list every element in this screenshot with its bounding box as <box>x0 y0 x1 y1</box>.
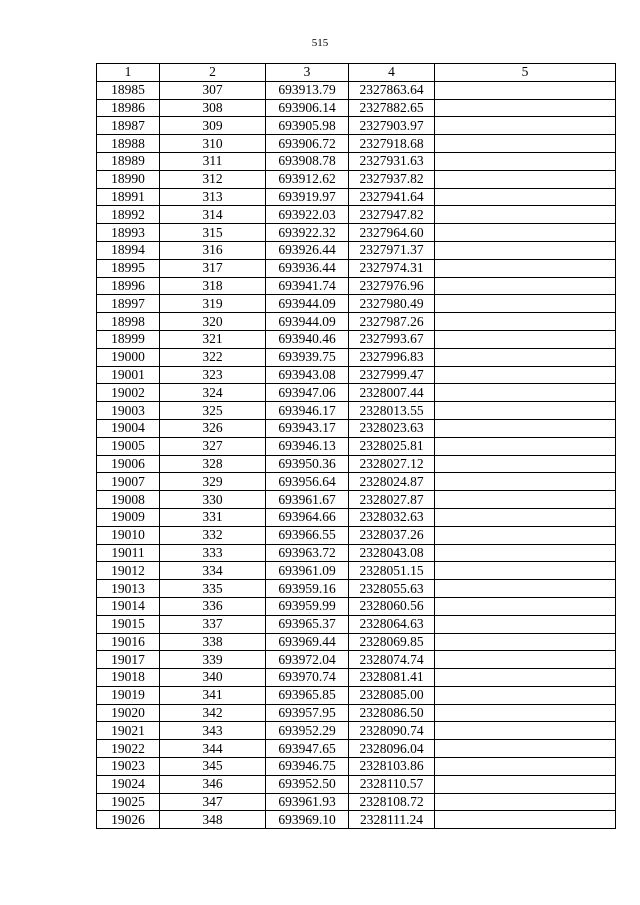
table-cell-col1: 19007 <box>97 473 160 491</box>
table-cell-col4: 2327903.97 <box>349 117 435 135</box>
table-row <box>97 188 616 206</box>
table-cell-col4: 2327941.64 <box>349 188 435 206</box>
table-cell-col3: 693961.09 <box>266 562 349 580</box>
table-cell-col3: 693970.74 <box>266 669 349 687</box>
table-row <box>97 473 616 491</box>
table-cell-col5 <box>435 669 616 687</box>
table-cell-col3: 693946.13 <box>266 437 349 455</box>
table-cell-col5 <box>435 651 616 669</box>
table-cell-col3: 693922.03 <box>266 206 349 224</box>
table-cell-col4: 2328037.26 <box>349 526 435 544</box>
table-row <box>97 775 616 793</box>
table-cell-col2: 317 <box>160 259 266 277</box>
table-cell-col4: 2327971.37 <box>349 241 435 259</box>
table-cell-col2: 310 <box>160 135 266 153</box>
table-cell-col4: 2328013.55 <box>349 402 435 420</box>
table-cell-col4: 2328064.63 <box>349 615 435 633</box>
table-row <box>97 402 616 420</box>
table-cell-col5 <box>435 775 616 793</box>
table-cell-col1: 19004 <box>97 419 160 437</box>
table-cell-col1: 18987 <box>97 117 160 135</box>
table-cell-col4: 2328055.63 <box>349 580 435 598</box>
table-cell-col5 <box>435 117 616 135</box>
table-cell-col2: 318 <box>160 277 266 295</box>
table-cell-col5 <box>435 330 616 348</box>
table-cell-col1: 18996 <box>97 277 160 295</box>
table-cell-col4: 2328086.50 <box>349 704 435 722</box>
table-cell-col2: 340 <box>160 669 266 687</box>
table-cell-col3: 693961.67 <box>266 491 349 509</box>
table-cell-col4: 2327863.64 <box>349 81 435 99</box>
table-cell-col1: 18993 <box>97 224 160 242</box>
table-cell-col5 <box>435 259 616 277</box>
table-cell-col1: 18998 <box>97 313 160 331</box>
table-cell-col3: 693972.04 <box>266 651 349 669</box>
table-cell-col1: 19013 <box>97 580 160 598</box>
table-cell-col5 <box>435 366 616 384</box>
table-cell-col1: 19022 <box>97 740 160 758</box>
table-cell-col3: 693952.50 <box>266 775 349 793</box>
table-cell-col1: 19017 <box>97 651 160 669</box>
table-cell-col4: 2328027.12 <box>349 455 435 473</box>
table-cell-col3: 693926.44 <box>266 241 349 259</box>
table-cell-col2: 315 <box>160 224 266 242</box>
table-cell-col4: 2328007.44 <box>349 384 435 402</box>
table-cell-col5 <box>435 562 616 580</box>
table-cell-col3: 693919.97 <box>266 188 349 206</box>
table-cell-col3: 693965.85 <box>266 686 349 704</box>
table-cell-col5 <box>435 295 616 313</box>
table-cell-col2: 347 <box>160 793 266 811</box>
table-cell-col2: 308 <box>160 99 266 117</box>
table-cell-col5 <box>435 152 616 170</box>
table-cell-col4: 2327974.31 <box>349 259 435 277</box>
table-cell-col1: 18994 <box>97 241 160 259</box>
table-cell-col4: 2328085.00 <box>349 686 435 704</box>
table-cell-col4: 2328103.86 <box>349 758 435 776</box>
table-row <box>97 117 616 135</box>
table-cell-col1: 19003 <box>97 402 160 420</box>
table-cell-col3: 693946.17 <box>266 402 349 420</box>
table-cell-col3: 693922.32 <box>266 224 349 242</box>
table-cell-col5 <box>435 437 616 455</box>
table-cell-col1: 19005 <box>97 437 160 455</box>
table-row <box>97 259 616 277</box>
table-cell-col5 <box>435 206 616 224</box>
table-cell-col3: 693906.14 <box>266 99 349 117</box>
table-cell-col2: 338 <box>160 633 266 651</box>
table-cell-col2: 329 <box>160 473 266 491</box>
table-cell-col5 <box>435 758 616 776</box>
table-cell-col2: 325 <box>160 402 266 420</box>
table-cell-col1: 19018 <box>97 669 160 687</box>
table-cell-col4: 2327996.83 <box>349 348 435 366</box>
table-row <box>97 99 616 117</box>
table-cell-col5 <box>435 241 616 259</box>
table-row <box>97 758 616 776</box>
table-cell-col4: 2327999.47 <box>349 366 435 384</box>
table-cell-col4: 2328025.81 <box>349 437 435 455</box>
table-cell-col4: 2327947.82 <box>349 206 435 224</box>
table-cell-col3: 693944.09 <box>266 295 349 313</box>
table-cell-col2: 313 <box>160 188 266 206</box>
table-cell-col1: 18992 <box>97 206 160 224</box>
table-cell-col5 <box>435 508 616 526</box>
table-cell-col1: 19020 <box>97 704 160 722</box>
table-cell-col3: 693959.99 <box>266 597 349 615</box>
table-cell-col5 <box>435 544 616 562</box>
table-cell-col2: 335 <box>160 580 266 598</box>
table-row <box>97 224 616 242</box>
table-row <box>97 366 616 384</box>
table-cell-col3: 693908.78 <box>266 152 349 170</box>
table-cell-col1: 18999 <box>97 330 160 348</box>
table-cell-col5 <box>435 686 616 704</box>
table-cell-col5 <box>435 811 616 829</box>
column-header-5: 5 <box>435 64 616 82</box>
table-cell-col2: 336 <box>160 597 266 615</box>
table-cell-col3: 693943.17 <box>266 419 349 437</box>
table-cell-col2: 323 <box>160 366 266 384</box>
table-cell-col2: 309 <box>160 117 266 135</box>
table-row <box>97 651 616 669</box>
table-cell-col2: 314 <box>160 206 266 224</box>
table-row <box>97 384 616 402</box>
table-cell-col4: 2327918.68 <box>349 135 435 153</box>
table-cell-col2: 328 <box>160 455 266 473</box>
table-row <box>97 722 616 740</box>
table-cell-col5 <box>435 704 616 722</box>
table-cell-col1: 19015 <box>97 615 160 633</box>
table-row <box>97 313 616 331</box>
table-cell-col1: 19006 <box>97 455 160 473</box>
table-cell-col3: 693969.10 <box>266 811 349 829</box>
column-header-4: 4 <box>349 64 435 82</box>
table-cell-col3: 693940.46 <box>266 330 349 348</box>
table-cell-col1: 19009 <box>97 508 160 526</box>
table-cell-col3: 693947.65 <box>266 740 349 758</box>
table-cell-col4: 2328027.87 <box>349 491 435 509</box>
table-cell-col5 <box>435 740 616 758</box>
table-cell-col2: 348 <box>160 811 266 829</box>
table-row <box>97 241 616 259</box>
table-cell-col5 <box>435 99 616 117</box>
table-row <box>97 330 616 348</box>
table-cell-col1: 19016 <box>97 633 160 651</box>
table-row <box>97 170 616 188</box>
table-cell-col2: 342 <box>160 704 266 722</box>
table-cell-col3: 693939.75 <box>266 348 349 366</box>
table-cell-col5 <box>435 615 616 633</box>
table-cell-col4: 2328111.24 <box>349 811 435 829</box>
table-cell-col1: 18990 <box>97 170 160 188</box>
table-row <box>97 491 616 509</box>
table-cell-col3: 693957.95 <box>266 704 349 722</box>
table-cell-col5 <box>435 722 616 740</box>
table-cell-col2: 332 <box>160 526 266 544</box>
table-cell-col1: 18988 <box>97 135 160 153</box>
table-row <box>97 704 616 722</box>
table-cell-col2: 333 <box>160 544 266 562</box>
table-row <box>97 295 616 313</box>
table-cell-col5 <box>435 402 616 420</box>
table-cell-col5 <box>435 473 616 491</box>
table-cell-col2: 337 <box>160 615 266 633</box>
table-cell-col5 <box>435 348 616 366</box>
table-row <box>97 686 616 704</box>
table-cell-col3: 693965.37 <box>266 615 349 633</box>
table-cell-col5 <box>435 81 616 99</box>
table-header-row <box>97 64 616 82</box>
table-cell-col3: 693912.62 <box>266 170 349 188</box>
table-cell-col2: 307 <box>160 81 266 99</box>
table-cell-col4: 2328074.74 <box>349 651 435 669</box>
table-cell-col2: 339 <box>160 651 266 669</box>
table-row <box>97 740 616 758</box>
table-cell-col1: 19011 <box>97 544 160 562</box>
table-cell-col3: 693961.93 <box>266 793 349 811</box>
table-cell-col2: 343 <box>160 722 266 740</box>
table-cell-col2: 345 <box>160 758 266 776</box>
table-cell-col2: 334 <box>160 562 266 580</box>
table-cell-col4: 2328032.63 <box>349 508 435 526</box>
table-cell-col4: 2327987.26 <box>349 313 435 331</box>
table-cell-col4: 2328110.57 <box>349 775 435 793</box>
table-row <box>97 597 616 615</box>
table-cell-col4: 2328043.08 <box>349 544 435 562</box>
table-row <box>97 152 616 170</box>
table-body <box>97 81 616 828</box>
table-cell-col4: 2327931.63 <box>349 152 435 170</box>
table-cell-col1: 19000 <box>97 348 160 366</box>
table-row <box>97 455 616 473</box>
table-cell-col1: 19026 <box>97 811 160 829</box>
table-row <box>97 811 616 829</box>
table-row <box>97 135 616 153</box>
table-cell-col1: 19001 <box>97 366 160 384</box>
table-cell-col3: 693966.55 <box>266 526 349 544</box>
table-cell-col3: 693956.64 <box>266 473 349 491</box>
table-cell-col1: 19023 <box>97 758 160 776</box>
table-row <box>97 508 616 526</box>
table-cell-col3: 693947.06 <box>266 384 349 402</box>
table-cell-col3: 693952.29 <box>266 722 349 740</box>
page-number: 515 <box>311 37 329 49</box>
table-row <box>97 669 616 687</box>
table-cell-col4: 2328108.72 <box>349 793 435 811</box>
table-cell-col2: 327 <box>160 437 266 455</box>
table-cell-col1: 18995 <box>97 259 160 277</box>
table-cell-col3: 693941.74 <box>266 277 349 295</box>
table-cell-col2: 321 <box>160 330 266 348</box>
table-cell-col3: 693959.16 <box>266 580 349 598</box>
table-cell-col4: 2328096.04 <box>349 740 435 758</box>
table-cell-col4: 2328060.56 <box>349 597 435 615</box>
table-cell-col1: 18986 <box>97 99 160 117</box>
table-row <box>97 348 616 366</box>
table-cell-col2: 346 <box>160 775 266 793</box>
table-cell-col2: 341 <box>160 686 266 704</box>
table-cell-col1: 18991 <box>97 188 160 206</box>
column-header-2: 2 <box>160 64 266 82</box>
table-cell-col3: 693943.08 <box>266 366 349 384</box>
table-cell-col1: 19025 <box>97 793 160 811</box>
table-row <box>97 544 616 562</box>
table-cell-col3: 693944.09 <box>266 313 349 331</box>
table-cell-col3: 693913.79 <box>266 81 349 99</box>
table-cell-col3: 693905.98 <box>266 117 349 135</box>
table-cell-col4: 2328069.85 <box>349 633 435 651</box>
column-header-3: 3 <box>266 64 349 82</box>
table-cell-col5 <box>435 793 616 811</box>
table-cell-col3: 693969.44 <box>266 633 349 651</box>
table-cell-col4: 2328023.63 <box>349 419 435 437</box>
table-cell-col4: 2327993.67 <box>349 330 435 348</box>
table-cell-col5 <box>435 384 616 402</box>
table-cell-col2: 326 <box>160 419 266 437</box>
table-cell-col5 <box>435 224 616 242</box>
table-cell-col2: 316 <box>160 241 266 259</box>
table-row <box>97 615 616 633</box>
table-cell-col2: 344 <box>160 740 266 758</box>
table-cell-col4: 2327964.60 <box>349 224 435 242</box>
table-cell-col3: 693963.72 <box>266 544 349 562</box>
table-cell-col5 <box>435 313 616 331</box>
table-cell-col3: 693946.75 <box>266 758 349 776</box>
table-cell-col3: 693936.44 <box>266 259 349 277</box>
table-row <box>97 81 616 99</box>
table-cell-col1: 18997 <box>97 295 160 313</box>
table-cell-col4: 2327980.49 <box>349 295 435 313</box>
table-cell-col4: 2327882.65 <box>349 99 435 117</box>
table-cell-col5 <box>435 597 616 615</box>
table-cell-col4: 2328081.41 <box>349 669 435 687</box>
column-header-1: 1 <box>97 64 160 82</box>
table-row <box>97 793 616 811</box>
table-cell-col4: 2327976.96 <box>349 277 435 295</box>
coordinates-table <box>96 63 616 829</box>
table-cell-col1: 19012 <box>97 562 160 580</box>
table-row <box>97 562 616 580</box>
table-cell-col1: 19002 <box>97 384 160 402</box>
table-cell-col1: 19019 <box>97 686 160 704</box>
table-cell-col5 <box>435 277 616 295</box>
table-cell-col2: 322 <box>160 348 266 366</box>
table-cell-col5 <box>435 135 616 153</box>
table-cell-col3: 693906.72 <box>266 135 349 153</box>
table-cell-col5 <box>435 455 616 473</box>
table-cell-col5 <box>435 633 616 651</box>
table-cell-col2: 330 <box>160 491 266 509</box>
table-cell-col2: 311 <box>160 152 266 170</box>
table-cell-col1: 19024 <box>97 775 160 793</box>
table-cell-col5 <box>435 170 616 188</box>
table-row <box>97 419 616 437</box>
table-cell-col3: 693950.36 <box>266 455 349 473</box>
table-cell-col1: 19010 <box>97 526 160 544</box>
table-cell-col4: 2327937.82 <box>349 170 435 188</box>
table-cell-col1: 19021 <box>97 722 160 740</box>
table-cell-col5 <box>435 526 616 544</box>
table-cell-col2: 312 <box>160 170 266 188</box>
table-cell-col5 <box>435 580 616 598</box>
table-cell-col5 <box>435 419 616 437</box>
table-cell-col4: 2328024.87 <box>349 473 435 491</box>
table-cell-col1: 18989 <box>97 152 160 170</box>
table-row <box>97 526 616 544</box>
table-cell-col5 <box>435 188 616 206</box>
table-cell-col2: 331 <box>160 508 266 526</box>
table-cell-col4: 2328051.15 <box>349 562 435 580</box>
table-cell-col2: 320 <box>160 313 266 331</box>
table-cell-col1: 18985 <box>97 81 160 99</box>
table-cell-col1: 19008 <box>97 491 160 509</box>
table-row <box>97 437 616 455</box>
table-cell-col4: 2328090.74 <box>349 722 435 740</box>
table-cell-col2: 319 <box>160 295 266 313</box>
table-cell-col3: 693964.66 <box>266 508 349 526</box>
table-row <box>97 633 616 651</box>
table-row <box>97 206 616 224</box>
table-cell-col2: 324 <box>160 384 266 402</box>
table-row <box>97 277 616 295</box>
table-cell-col5 <box>435 491 616 509</box>
table-cell-col1: 19014 <box>97 597 160 615</box>
table-row <box>97 580 616 598</box>
